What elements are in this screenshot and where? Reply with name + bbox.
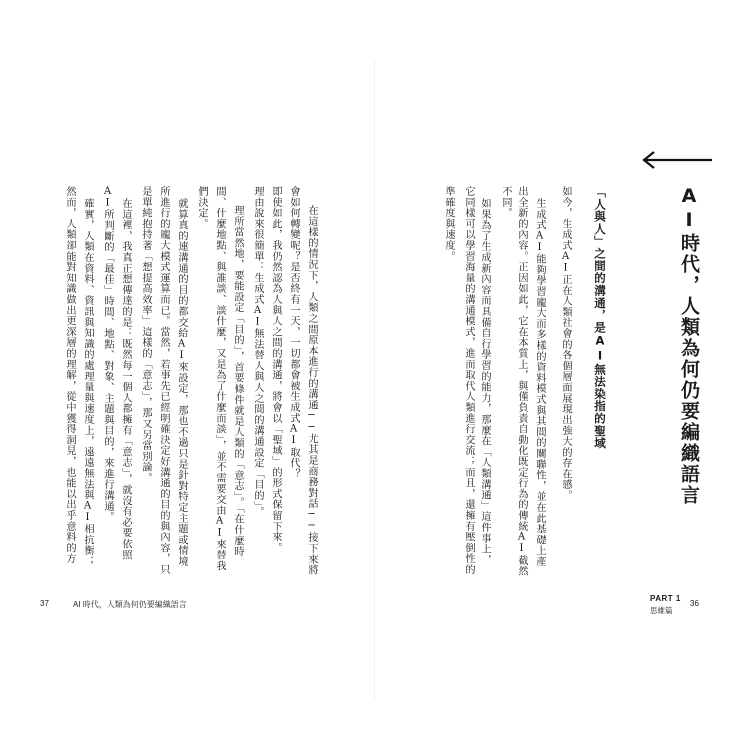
running-title: AI 時代，人類為何仍要編織語言 — [73, 600, 187, 609]
gutter — [374, 60, 375, 700]
paragraph-line: 間、什麼地點、與誰談、談什麼，又是為了什麼而談」，並不需要交由AI來替我 — [214, 186, 225, 572]
section-subtitle: 「人與人」之間的溝通，是AI無法染指的聖域 — [593, 186, 607, 450]
paragraph-line: 所進行的龐大模式運算而已。當然，若事先已經明確決定好溝通的目的與內容，只 — [158, 186, 169, 575]
paragraph-line: 就算真的連溝通的目的都交給AI來設定，那也不過只是針對特定主題或情境 — [176, 198, 187, 567]
part-label: PART 1 — [650, 594, 681, 603]
page-number-left: 37 — [40, 599, 49, 608]
page-number-right: 36 — [690, 599, 699, 608]
paragraph-line: 它同樣可以學習海量的溝通模式，進而取代人類進行交流；而且，還擁有壓倒性的 — [463, 186, 474, 575]
paragraph-line: 確實，人類在資料、資訊與知識的處理量與速度上，遠遠無法與AI相抗衡； — [82, 198, 93, 567]
paragraph-line: AI所判斷的「最佳」時間、地點、對象、主題與目的，來進行溝通。 — [102, 186, 113, 523]
paragraph-line: 會如何轉變呢？是否終有一天，一切都會被生成式AI取代？ — [288, 186, 299, 480]
paragraph-line: 們決定。 — [196, 186, 207, 230]
paragraph-line: 如果為了生成新內容而具備自行學習的能力，那麼在「人類溝通」這件事上， — [479, 198, 490, 566]
paragraph-line: 是單純抱持著「想提高效率」這樣的「意志」，那又另當別論。 — [140, 186, 151, 484]
paragraph-line: 即使如此，我仍然認為人與人之間的溝通，將會以「聖域」的形式保留下來。 — [270, 186, 281, 554]
paragraph-line: 理由說來很簡單：生成式AI無法替人與人之間的溝通設定「目的」。 — [252, 186, 263, 518]
paragraph-line: 然而，人類卻能對知識做出更深層的理解，從中獲得洞見，也能以出乎意料的方 — [64, 186, 75, 564]
paragraph-line: 如今，生成式AI正在人類社會的各個層面展現出強大的存在感。 — [560, 186, 571, 501]
paragraph-line: 在這樣的情況下，人類之間原本進行的溝通──尤其是商務對話──接下來將 — [306, 205, 317, 576]
chapter-title: AI時代，人類為何仍要編織語言 — [678, 185, 700, 506]
paragraph-line: 在這裡，我真正想傳達的是：既然每一個人都擁有「意志」，就沒有必要依照 — [120, 198, 131, 561]
paragraph-line: 不同。 — [500, 186, 511, 219]
part-subtitle: 思維篇 — [650, 606, 673, 615]
paragraph-line: 出全新的內容。正因如此，它在本質上，與僅負責自動化既定行為的傳統AI截然 — [516, 186, 527, 577]
paragraph-line: 生成式AI能夠學習龐大而多樣的資料模式與其間的關聯性，並在此基礎上產 — [534, 198, 545, 567]
arrow-left-icon — [640, 150, 712, 170]
paragraph-line: 準確度與速度。 — [443, 186, 454, 262]
paragraph-line: 理所當然地，要能設定「目的」，首要條件就是人類的「意志」。「在什麼時 — [232, 205, 243, 557]
